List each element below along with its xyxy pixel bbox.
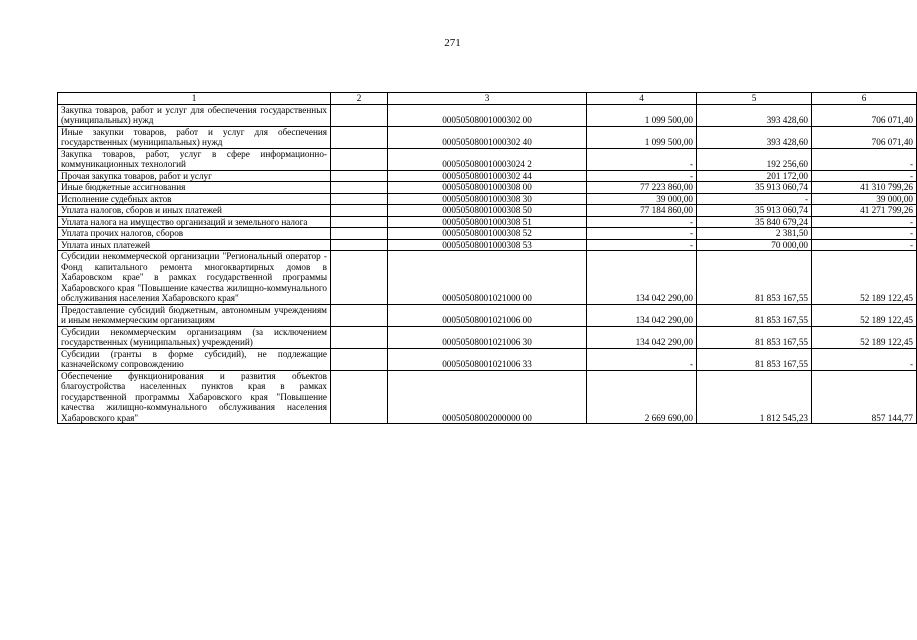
row-code-cell: 00050508001000308 50 bbox=[388, 205, 587, 217]
row-code-cell: 000505080010003024 2 bbox=[388, 148, 587, 170]
header-cell-1: 1 bbox=[58, 93, 331, 105]
row-name-cell: Субсидии (гранты в форме субсидий), не подлежащие казначейскому сопровождению bbox=[58, 348, 331, 370]
table-body bbox=[58, 93, 917, 424]
row-remainder-cell: 706 071,40 bbox=[812, 126, 917, 148]
row-remainder-cell: - bbox=[812, 239, 917, 251]
row-code-cell: 00050508001000302 44 bbox=[388, 170, 587, 182]
row-code-cell: 00050508001000302 40 bbox=[388, 126, 587, 148]
row-name-cell: Закупка товаров, работ и услуг для обеспечения государственных (муниципальных) нужд bbox=[58, 104, 331, 126]
table-row bbox=[58, 148, 917, 170]
header-cell-6: 6 bbox=[812, 93, 917, 105]
row-name-cell: Уплата налога на имущество организаций и земельного налога bbox=[58, 216, 331, 228]
row-code-cell: 00050508001000308 51 bbox=[388, 216, 587, 228]
row-code-cell: 00050508001021006 00 bbox=[388, 304, 587, 326]
row-col2-cell bbox=[331, 170, 388, 182]
table-row bbox=[58, 304, 917, 326]
row-plan-cell: - bbox=[587, 216, 697, 228]
row-col2-cell bbox=[331, 370, 388, 424]
row-executed-cell: 35 913 060,74 bbox=[697, 205, 812, 217]
table-row bbox=[58, 370, 917, 424]
row-plan-cell: 2 669 690,00 bbox=[587, 370, 697, 424]
row-plan-cell: 77 184 860,00 bbox=[587, 205, 697, 217]
row-col2-cell bbox=[331, 326, 388, 348]
row-col2-cell bbox=[331, 239, 388, 251]
table-row bbox=[58, 182, 917, 194]
table-row bbox=[58, 348, 917, 370]
row-name-cell: Закупка товаров, работ, услуг в сфере информационно-коммуникационных технологий bbox=[58, 148, 331, 170]
row-col2-cell bbox=[331, 251, 388, 305]
row-executed-cell: 81 853 167,55 bbox=[697, 348, 812, 370]
budget-execution-table bbox=[57, 92, 917, 424]
row-plan-cell: 134 042 290,00 bbox=[587, 326, 697, 348]
row-plan-cell: - bbox=[587, 170, 697, 182]
row-code-cell: 00050508001000308 52 bbox=[388, 228, 587, 240]
page-number: 271 bbox=[444, 37, 461, 49]
row-remainder-cell: 857 144,77 bbox=[812, 370, 917, 424]
row-remainder-cell: 706 071,40 bbox=[812, 104, 917, 126]
row-remainder-cell: 41 271 799,26 bbox=[812, 205, 917, 217]
row-executed-cell: 393 428,60 bbox=[697, 126, 812, 148]
row-plan-cell: 134 042 290,00 bbox=[587, 304, 697, 326]
table-row bbox=[58, 193, 917, 205]
table-row bbox=[58, 170, 917, 182]
row-executed-cell: 393 428,60 bbox=[697, 104, 812, 126]
row-code-cell: 00050508001021000 00 bbox=[388, 251, 587, 305]
row-executed-cell: 81 853 167,55 bbox=[697, 251, 812, 305]
row-remainder-cell: - bbox=[812, 170, 917, 182]
row-name-cell: Прочая закупка товаров, работ и услуг bbox=[58, 170, 331, 182]
header-cell-5: 5 bbox=[697, 93, 812, 105]
row-executed-cell: 81 853 167,55 bbox=[697, 326, 812, 348]
row-remainder-cell: - bbox=[812, 148, 917, 170]
row-plan-cell: - bbox=[587, 148, 697, 170]
row-code-cell: 00050508001000308 53 bbox=[388, 239, 587, 251]
row-col2-cell bbox=[331, 304, 388, 326]
row-col2-cell bbox=[331, 228, 388, 240]
row-name-cell: Субсидии некоммерческим организациям (за исключением государственных (муниципальных) учреждений) bbox=[58, 326, 331, 348]
row-remainder-cell: 52 189 122,45 bbox=[812, 251, 917, 305]
row-plan-cell: 1 099 500,00 bbox=[587, 126, 697, 148]
header-cell-2: 2 bbox=[331, 93, 388, 105]
row-executed-cell: 2 381,50 bbox=[697, 228, 812, 240]
row-col2-cell bbox=[331, 182, 388, 194]
row-col2-cell bbox=[331, 205, 388, 217]
table-row bbox=[58, 216, 917, 228]
row-plan-cell: 39 000,00 bbox=[587, 193, 697, 205]
row-code-cell: 00050508001021006 33 bbox=[388, 348, 587, 370]
table-row bbox=[58, 251, 917, 305]
row-name-cell: Иные закупки товаров, работ и услуг для обеспечения государственных (муниципальных) нужд bbox=[58, 126, 331, 148]
row-col2-cell bbox=[331, 193, 388, 205]
row-name-cell: Уплата налогов, сборов и иных платежей bbox=[58, 205, 331, 217]
row-col2-cell bbox=[331, 126, 388, 148]
row-executed-cell: 1 812 545,23 bbox=[697, 370, 812, 424]
row-code-cell: 00050508001000302 00 bbox=[388, 104, 587, 126]
row-executed-cell: - bbox=[697, 193, 812, 205]
row-remainder-cell: 39 000,00 bbox=[812, 193, 917, 205]
row-name-cell: Уплата прочих налогов, сборов bbox=[58, 228, 331, 240]
row-code-cell: 00050508001000308 30 bbox=[388, 193, 587, 205]
row-remainder-cell: - bbox=[812, 228, 917, 240]
row-executed-cell: 192 256,60 bbox=[697, 148, 812, 170]
row-remainder-cell: 41 310 799,26 bbox=[812, 182, 917, 194]
row-remainder-cell: - bbox=[812, 216, 917, 228]
row-col2-cell bbox=[331, 148, 388, 170]
row-plan-cell: - bbox=[587, 239, 697, 251]
row-remainder-cell: 52 189 122,45 bbox=[812, 304, 917, 326]
table-row bbox=[58, 104, 917, 126]
row-plan-cell: 77 223 860,00 bbox=[587, 182, 697, 194]
table-row bbox=[58, 205, 917, 217]
row-executed-cell: 81 853 167,55 bbox=[697, 304, 812, 326]
row-name-cell: Обеспечение функционирования и развития объектов благоустройства населенных пунктов края в рамках государственной программы Хабаровского края "Повышение качества жилищно-коммунального обслуживания населения Хабаровского края" bbox=[58, 370, 331, 424]
row-plan-cell: 1 099 500,00 bbox=[587, 104, 697, 126]
table-row bbox=[58, 126, 917, 148]
row-name-cell: Уплата иных платежей bbox=[58, 239, 331, 251]
row-code-cell: 00050508002000000 00 bbox=[388, 370, 587, 424]
row-executed-cell: 70 000,00 bbox=[697, 239, 812, 251]
table-header-row bbox=[58, 93, 917, 105]
row-name-cell: Предоставление субсидий бюджетным, автономным учреждениям и иным некоммерческим организациям bbox=[58, 304, 331, 326]
table-row bbox=[58, 326, 917, 348]
row-code-cell: 00050508001000308 00 bbox=[388, 182, 587, 194]
row-plan-cell: - bbox=[587, 348, 697, 370]
row-executed-cell: 201 172,00 bbox=[697, 170, 812, 182]
row-col2-cell bbox=[331, 216, 388, 228]
row-name-cell: Субсидии некоммерческой организации "Региональный оператор - Фонд капитального ремонта многоквартирных домов в Хабаровском крае" в рамках государственной программы Хабаровского края "Повышение качества жилищно-коммунального обслуживания населения Хабаровского края" bbox=[58, 251, 331, 305]
row-code-cell: 00050508001021006 30 bbox=[388, 326, 587, 348]
row-plan-cell: - bbox=[587, 228, 697, 240]
row-plan-cell: 134 042 290,00 bbox=[587, 251, 697, 305]
row-name-cell: Иные бюджетные ассигнования bbox=[58, 182, 331, 194]
row-executed-cell: 35 913 060,74 bbox=[697, 182, 812, 194]
row-col2-cell bbox=[331, 104, 388, 126]
row-remainder-cell: 52 189 122,45 bbox=[812, 326, 917, 348]
table-row bbox=[58, 228, 917, 240]
table-row bbox=[58, 239, 917, 251]
row-name-cell: Исполнение судебных актов bbox=[58, 193, 331, 205]
row-col2-cell bbox=[331, 348, 388, 370]
header-cell-3: 3 bbox=[388, 93, 587, 105]
row-remainder-cell: - bbox=[812, 348, 917, 370]
row-executed-cell: 35 840 679,24 bbox=[697, 216, 812, 228]
header-cell-4: 4 bbox=[587, 93, 697, 105]
